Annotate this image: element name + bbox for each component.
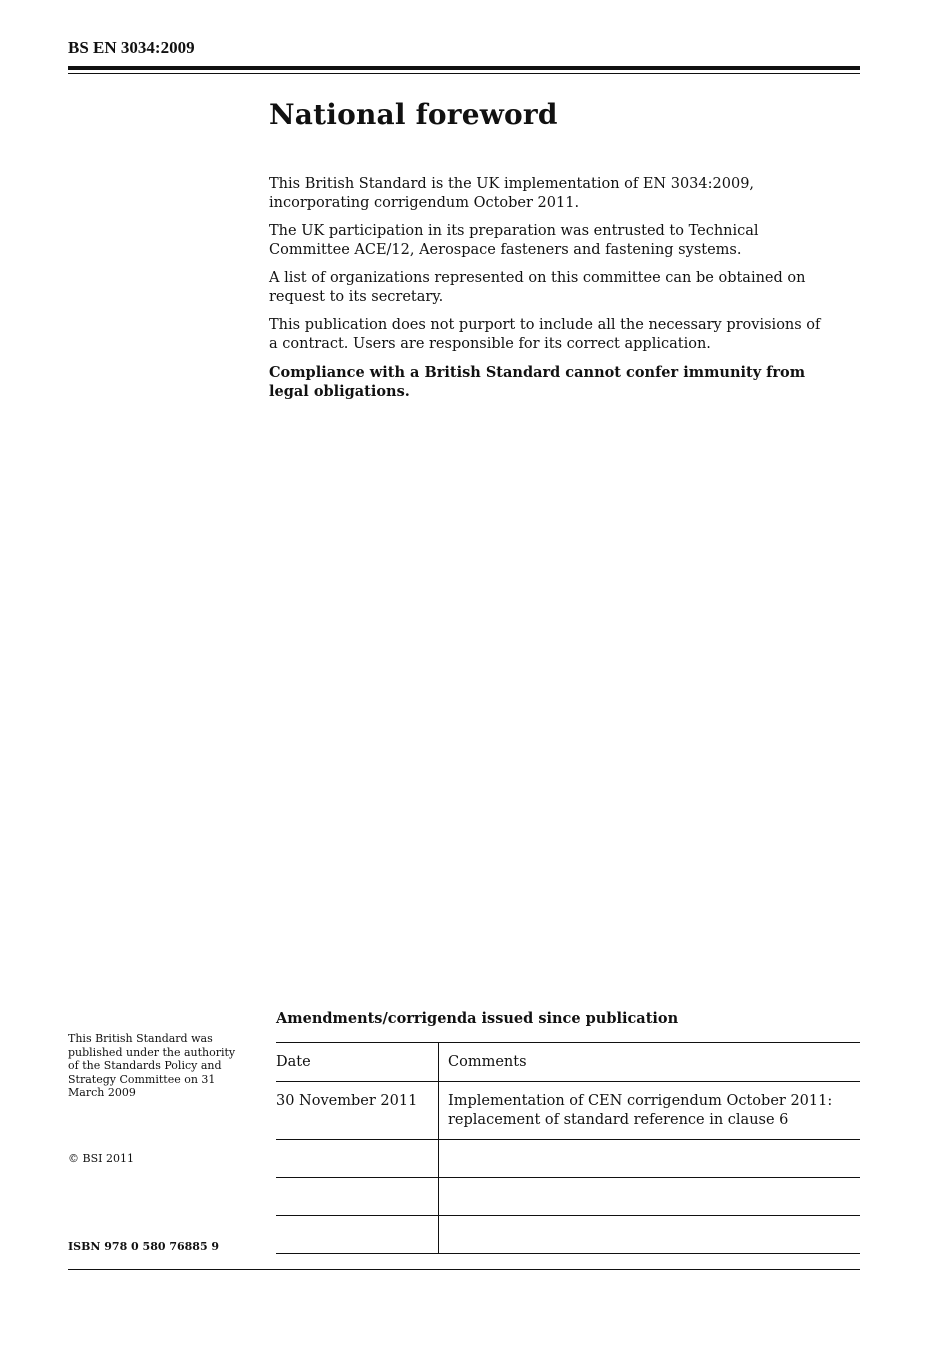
copyright-notice: © BSI 2011 — [68, 1152, 134, 1165]
header-rule-thick — [68, 66, 860, 70]
empty-cell — [439, 1216, 861, 1254]
paragraph-provisions: This publication does not purport to include all the necessary provisions of a contract. Users are responsible for its correct application. — [269, 317, 821, 352]
paragraph-committee: The UK participation in its preparation was entrusted to Technical Committee ACE/12, Aerospace fasteners and fastening systems. — [269, 223, 759, 258]
footer-rule — [68, 1269, 860, 1270]
table-row-empty — [276, 1140, 860, 1178]
column-header-date: Date — [276, 1043, 439, 1082]
header-rule-thin — [68, 73, 860, 74]
isbn: ISBN 978 0 580 76885 9 — [68, 1240, 220, 1253]
table-row-empty — [276, 1216, 860, 1254]
amendment-comment: Implementation of CEN corrigendum October 2011: replacement of standard reference in clause 6 — [439, 1082, 861, 1140]
empty-cell — [439, 1178, 861, 1216]
amendments-table — [276, 1042, 860, 1254]
paragraph-compliance: Compliance with a British Standard cannot confer immunity from legal obligations. — [269, 364, 806, 400]
document-code: BS EN 3034:2009 — [68, 38, 195, 57]
table-header-row — [276, 1043, 860, 1082]
paragraph-organizations: A list of organizations represented on this committee can be obtained on request to its secretary. — [269, 270, 806, 305]
amendment-date: 30 November 2011 — [276, 1082, 439, 1140]
empty-cell — [276, 1216, 439, 1254]
page-title: National foreword — [269, 98, 558, 131]
paragraph-implementation: This British Standard is the UK implementation of EN 3034:2009, incorporating corrigendum October 2011. — [269, 176, 755, 211]
table-row — [276, 1082, 860, 1140]
foreword-body — [269, 175, 829, 410]
table-row-empty — [276, 1178, 860, 1216]
publication-note: This British Standard was published under the authority of the Standards Policy and Strategy Committee on 31 March 2009 — [68, 1032, 236, 1099]
empty-cell — [276, 1178, 439, 1216]
empty-cell — [439, 1140, 861, 1178]
column-header-comments: Comments — [439, 1043, 861, 1082]
amendments-title: Amendments/corrigenda issued since publication — [276, 1010, 679, 1027]
empty-cell — [276, 1140, 439, 1178]
